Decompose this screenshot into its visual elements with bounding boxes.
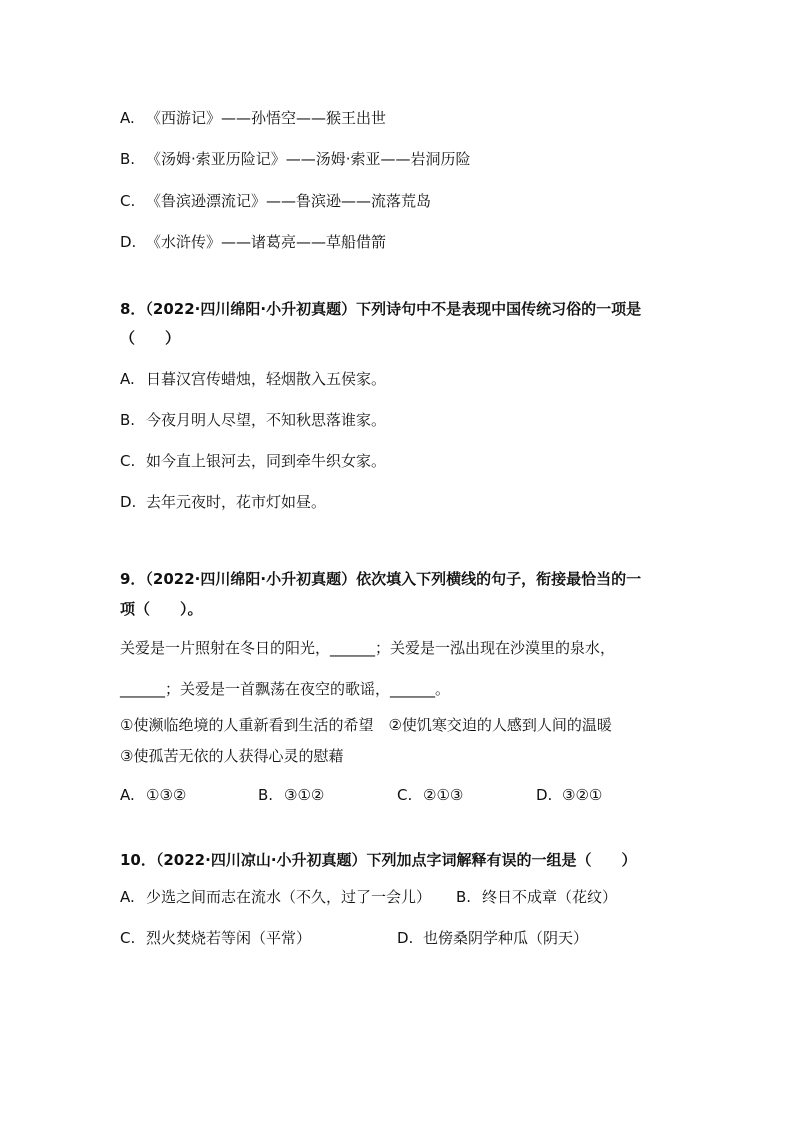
option-label: D.	[397, 929, 414, 947]
option-text: 《西游记》——孙悟空——猴王出世	[146, 109, 387, 127]
q9-option-c	[397, 784, 463, 806]
option-text: 少选之间而志在流水（不久，过了一会儿）	[146, 888, 432, 906]
option-text: 烈火焚烧若等闲（平常）	[146, 929, 312, 947]
option-text: 也傍桑阴学种瓜（阴天）	[423, 929, 589, 947]
option-text: 去年元夜时，花市灯如昼。	[146, 493, 327, 511]
q7-option-d	[120, 231, 386, 253]
q10-stem: 10．（2022·四川凉山·小升初真题）下列加点字词解释有误的一组是（ ）	[120, 851, 637, 869]
option-text: ③①②	[284, 786, 325, 804]
q8-option-c	[120, 450, 386, 472]
q9-stem-line2: 项（ ）。	[120, 600, 203, 618]
option-text: ①③②	[146, 786, 187, 804]
q10-option-d	[397, 927, 588, 949]
option-label: A.	[120, 370, 135, 388]
option-label: C.	[120, 929, 136, 947]
q9-option-a	[120, 784, 186, 806]
option-label: B.	[456, 888, 472, 906]
option-text: 日暮汉宫传蜡烛，轻烟散入五侯家。	[146, 370, 387, 388]
q10-option-c	[120, 927, 311, 949]
option-text: 《鲁滨逊漂流记》——鲁滨逊——流落荒岛	[146, 192, 432, 210]
q8-option-a	[120, 368, 386, 390]
option-label: A.	[120, 888, 135, 906]
q8-option-d	[120, 491, 326, 513]
q7-option-a	[120, 107, 386, 129]
q10-option-b	[456, 886, 617, 908]
q10-option-a	[120, 886, 431, 908]
option-label: C.	[120, 452, 136, 470]
option-label: A.	[120, 786, 135, 804]
q8-stem-line1: 8．（2022·四川绵阳·小升初真题）下列诗句中不是表现中国传统习俗的一项是	[120, 300, 642, 318]
option-text: 如今直上银河去，同到牵牛织女家。	[146, 452, 387, 470]
option-text: ②①③	[423, 786, 464, 804]
option-label: D.	[120, 233, 137, 251]
option-label: B.	[258, 786, 274, 804]
option-text: 《水浒传》——诸葛亮——草船借箭	[146, 233, 387, 251]
option-label: C.	[120, 192, 136, 210]
option-text: 今夜月明人尽望，不知秋思落谁家。	[146, 411, 387, 429]
q8-stem-line2: （ ）	[120, 329, 181, 347]
option-text: 《汤姆·索亚历险记》——汤姆·索亚——岩洞历险	[146, 150, 471, 168]
option-label: D.	[120, 493, 137, 511]
q8-option-b	[120, 409, 386, 431]
option-label: B.	[120, 150, 136, 168]
q9-choices-line2: ③使孤苦无依的人获得心灵的慰藉	[120, 747, 344, 765]
q9-passage-line2: ______；关爱是一首飘荡在夜空的歌谣，______。	[120, 680, 451, 698]
option-label: A.	[120, 109, 135, 127]
q9-option-b	[258, 784, 324, 806]
option-text: ③②①	[562, 786, 603, 804]
q9-passage-line1: 关爱是一片照射在冬日的阳光，______；关爱是一泓出现在沙漠里的泉水，	[120, 639, 616, 657]
option-label: B.	[120, 411, 136, 429]
q7-option-c	[120, 190, 431, 212]
q9-stem-line1: 9．（2022·四川绵阳·小升初真题）依次填入下列横线的句子，衔接最恰当的一	[120, 570, 642, 588]
option-label: C.	[397, 786, 413, 804]
q7-option-b	[120, 148, 471, 170]
option-text: 终日不成章（花纹）	[482, 888, 618, 906]
q9-option-d	[536, 784, 602, 806]
q9-choices-line1: ①使濒临绝境的人重新看到生活的希望 ②使饥寒交迫的人感到人间的温暖	[120, 716, 612, 734]
option-label: D.	[536, 786, 553, 804]
